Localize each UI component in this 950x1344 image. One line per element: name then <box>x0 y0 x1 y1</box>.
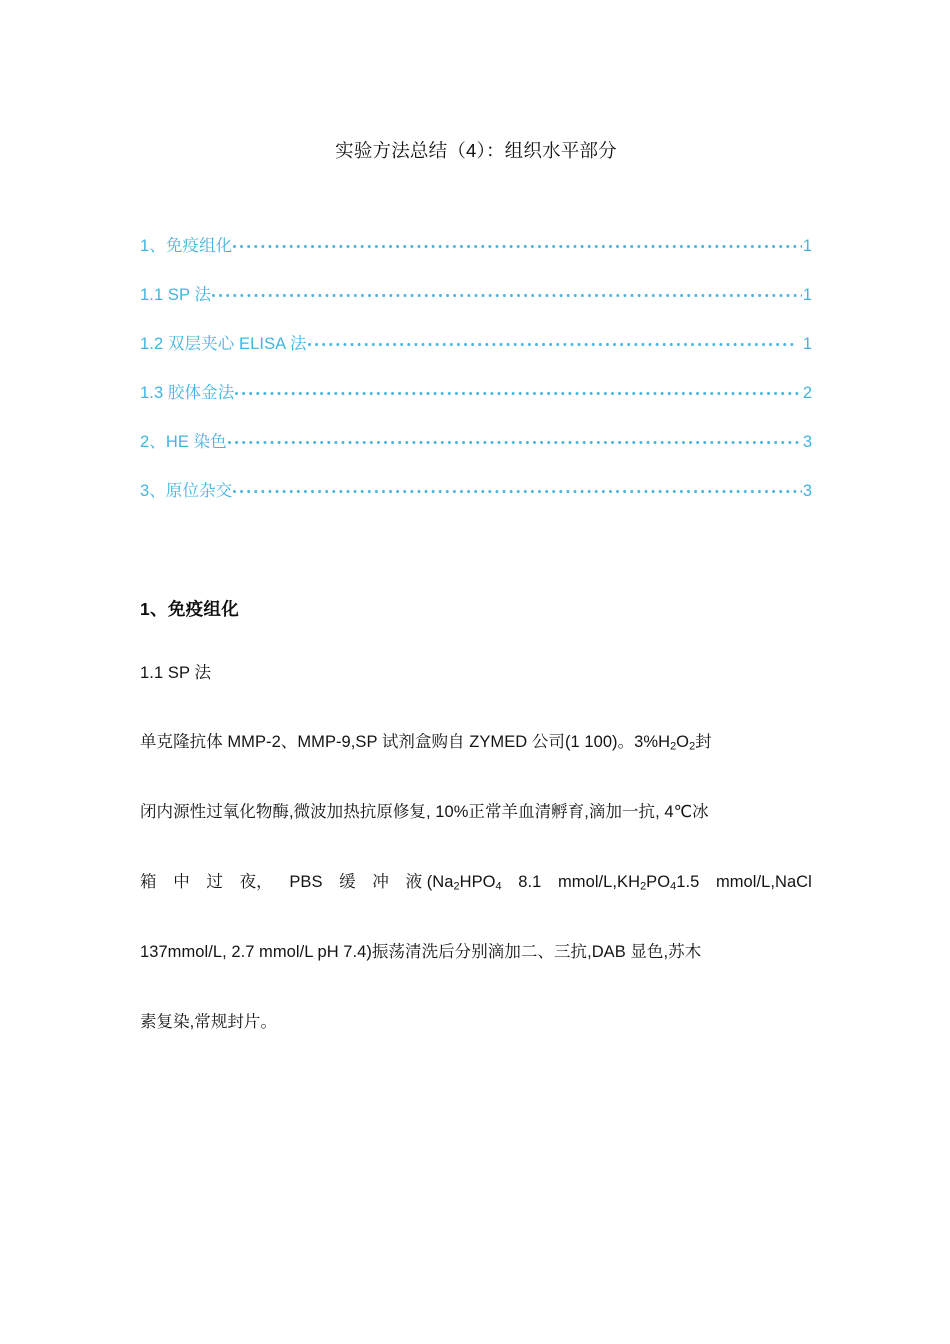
toc-entry-1[interactable] <box>140 232 812 281</box>
toc-page-number: 1 <box>802 335 812 353</box>
line3-seg-2: 中 <box>173 873 190 891</box>
line1-text-a: 单克隆抗体 MMP-2、MMP-9,SP 试剂盒购自 ZYMED 公司(1 100)。3%H <box>140 733 671 751</box>
toc-dot-leader <box>228 431 802 448</box>
line3-formula-na2hpo4 <box>406 866 502 936</box>
toc-page-number: 1 <box>802 286 812 304</box>
line3-seg-5: PBS <box>289 873 323 891</box>
subsection-heading-sp-method: 1.1 SP 法 <box>140 664 212 682</box>
toc-page-number: 1 <box>802 237 812 255</box>
line3-subscript-4: 4 <box>670 880 677 893</box>
line3-seg-1: 箱 <box>140 873 157 891</box>
toc-entry-3[interactable] <box>140 330 812 379</box>
toc-entry-label: 3、原位杂交 <box>140 482 233 500</box>
line3-seg-14: mmol/L,NaCl <box>715 873 812 891</box>
line3-seg-10: 8.1 <box>518 873 542 891</box>
toc-dot-leader <box>233 480 802 497</box>
line3-subscript-1: 2 <box>453 880 460 893</box>
paragraph-line-5: 素复染,常规封片。 <box>140 1013 278 1031</box>
line3-subscript-2: 4 <box>495 880 502 893</box>
section-heading-immunohistochemistry: 1、免疫组化 <box>140 599 240 619</box>
toc-entry-6[interactable] <box>140 477 812 526</box>
toc-page-number: 3 <box>802 433 812 451</box>
table-of-contents <box>140 232 812 526</box>
toc-entry-label: 1.3 胶体金法 <box>140 384 235 402</box>
toc-entry-4[interactable] <box>140 379 812 428</box>
toc-page-number: 3 <box>802 482 812 500</box>
method-paragraph <box>140 726 812 1076</box>
line1-text-c: 封 <box>695 733 712 751</box>
line3-seg-4: 夜， <box>239 873 273 891</box>
toc-entry-label: 1.2 双层夹心 ELISA 法 <box>140 335 307 353</box>
line3-seg-3: 过 <box>206 873 223 891</box>
body-content <box>140 596 812 1076</box>
toc-page-number: 2 <box>802 384 812 402</box>
line3-formula-kh2po4 <box>558 866 699 936</box>
toc-entry-label: 2、HE 染色 <box>140 433 227 451</box>
toc-dot-leader <box>308 333 794 350</box>
line3-seg-7: 冲 <box>372 873 389 891</box>
paragraph-line-3 <box>140 866 812 936</box>
toc-dot-leader <box>212 284 802 301</box>
line3-seg-8: 液 (Na <box>405 873 454 891</box>
paragraph-line-4: 137mmol/L, 2.7 mmol/L pH 7.4)振荡清洗后分别滴加二、三抗,DAB 显色,苏木 <box>140 943 702 961</box>
line3-seg-13: 1.5 <box>676 873 700 891</box>
toc-entry-5[interactable] <box>140 428 812 477</box>
document-title: 实验方法总结（4）：组织水平部分 <box>335 140 617 161</box>
line3-seg-6: 缓 <box>339 873 356 891</box>
toc-dot-leader <box>233 235 802 252</box>
line1-text-b: O <box>676 733 690 751</box>
line1-subscript-2: 2 <box>689 740 696 753</box>
toc-entry-2[interactable] <box>140 281 812 330</box>
toc-dot-leader <box>235 382 801 399</box>
paragraph-line-2: 闭内源性过氧化物酶,微波加热抗原修复, 10%正常羊血清孵育,滴加一抗, 4℃冰 <box>140 803 709 821</box>
line3-seg-9: HPO <box>459 873 496 891</box>
paragraph-line-1 <box>140 726 812 796</box>
toc-entry-label: 1.1 SP 法 <box>140 286 212 304</box>
line3-seg-12: PO <box>646 873 671 891</box>
line3-subscript-3: 2 <box>640 880 647 893</box>
toc-entry-label: 1、免疫组化 <box>140 237 233 255</box>
line3-seg-11: mmol/L,KH <box>558 873 641 891</box>
line1-subscript-1: 2 <box>670 740 677 753</box>
